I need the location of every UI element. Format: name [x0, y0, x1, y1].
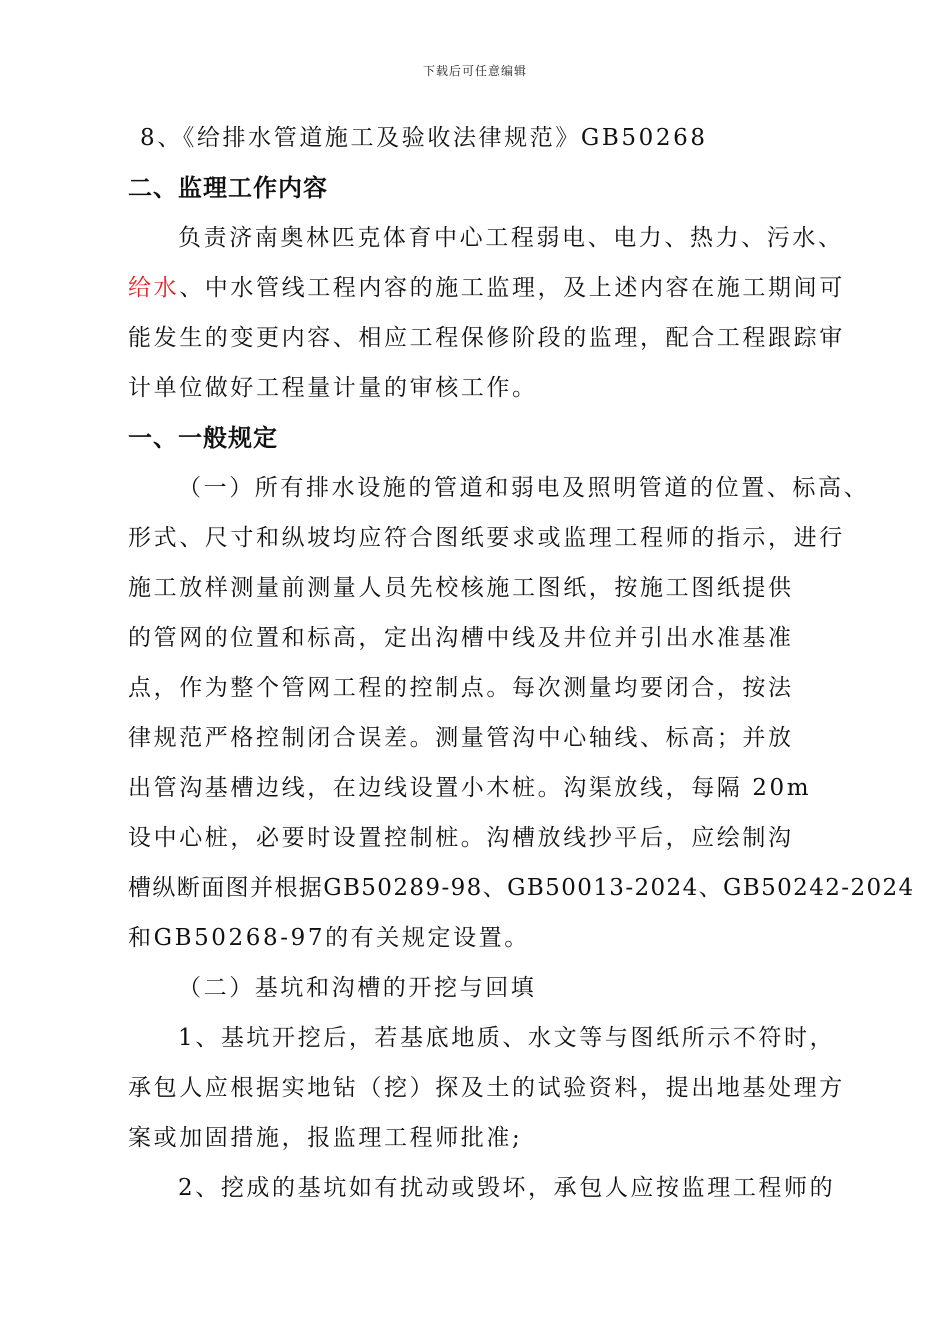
scope-line-1: 负责济南奥林匹克体育中心工程弱电、电力、热力、污水、 [178, 225, 844, 251]
excavation-p1-line-3: 案或加固措施，报监理工程师批准; [128, 1125, 523, 1151]
general-line-10: 和GB50268-97的有关规定设置。 [128, 925, 530, 951]
scope-line-4: 计单位做好工程量计量的审核工作。 [128, 375, 538, 401]
scope-line-2-rest: 、中水管线工程内容的施工监理，及上述内容在施工期间可 [179, 275, 845, 301]
excavation-p1-line-1: 1、基坑开挖后，若基底地质、水文等与图纸所示不符时， [178, 1025, 836, 1051]
scope-line-2 [128, 273, 845, 303]
section-two-title: 二、监理工作内容 [128, 174, 328, 202]
general-line-1: （一）所有排水设施的管道和弱电及照明管道的位置、标高、 [178, 475, 870, 501]
highlighted-term: 给水 [128, 275, 180, 301]
excavation-p1-line-2: 承包人应根据实地钻（挖）探及土的试验资料，提出地基处理方 [128, 1075, 845, 1101]
general-line-6: 律规范严格控制闭合误差。测量管沟中心轴线、标高；并放 [128, 725, 794, 751]
general-line-9: 槽纵断面图并根据GB50289-98、GB50013-2024、GB50242-2024 [128, 875, 915, 901]
general-line-5: 点，作为整个管网工程的控制点。每次测量均要闭合，按法 [128, 675, 794, 701]
subsection-two-title: （二）基坑和沟槽的开挖与回填 [178, 975, 537, 1001]
excavation-p2-line-1: 2、挖成的基坑如有扰动或毁坏，承包人应按监理工程师的 [178, 1175, 836, 1201]
item-8-reference: 8、《给排水管道施工及验收法律规范》GB50268 [140, 125, 708, 151]
section-one-title: 一、一般规定 [128, 424, 278, 452]
general-line-8: 设中心桩，必要时设置控制桩。沟槽放线抄平后，应绘制沟 [128, 825, 794, 851]
header-note: 下载后可任意编辑 [422, 64, 527, 78]
general-line-4: 的管网的位置和标高，定出沟槽中线及井位并引出水准基准 [128, 625, 794, 651]
general-line-7: 出管沟基槽边线，在边线设置小木桩。沟渠放线，每隔 20m [128, 775, 812, 801]
general-line-2: 形式、尺寸和纵坡均应符合图纸要求或监理工程师的指示，进行 [128, 525, 845, 551]
general-line-3: 施工放样测量前测量人员先校核施工图纸，按施工图纸提供 [128, 575, 794, 601]
scope-line-3: 能发生的变更内容、相应工程保修阶段的监理，配合工程跟踪审 [128, 325, 845, 351]
